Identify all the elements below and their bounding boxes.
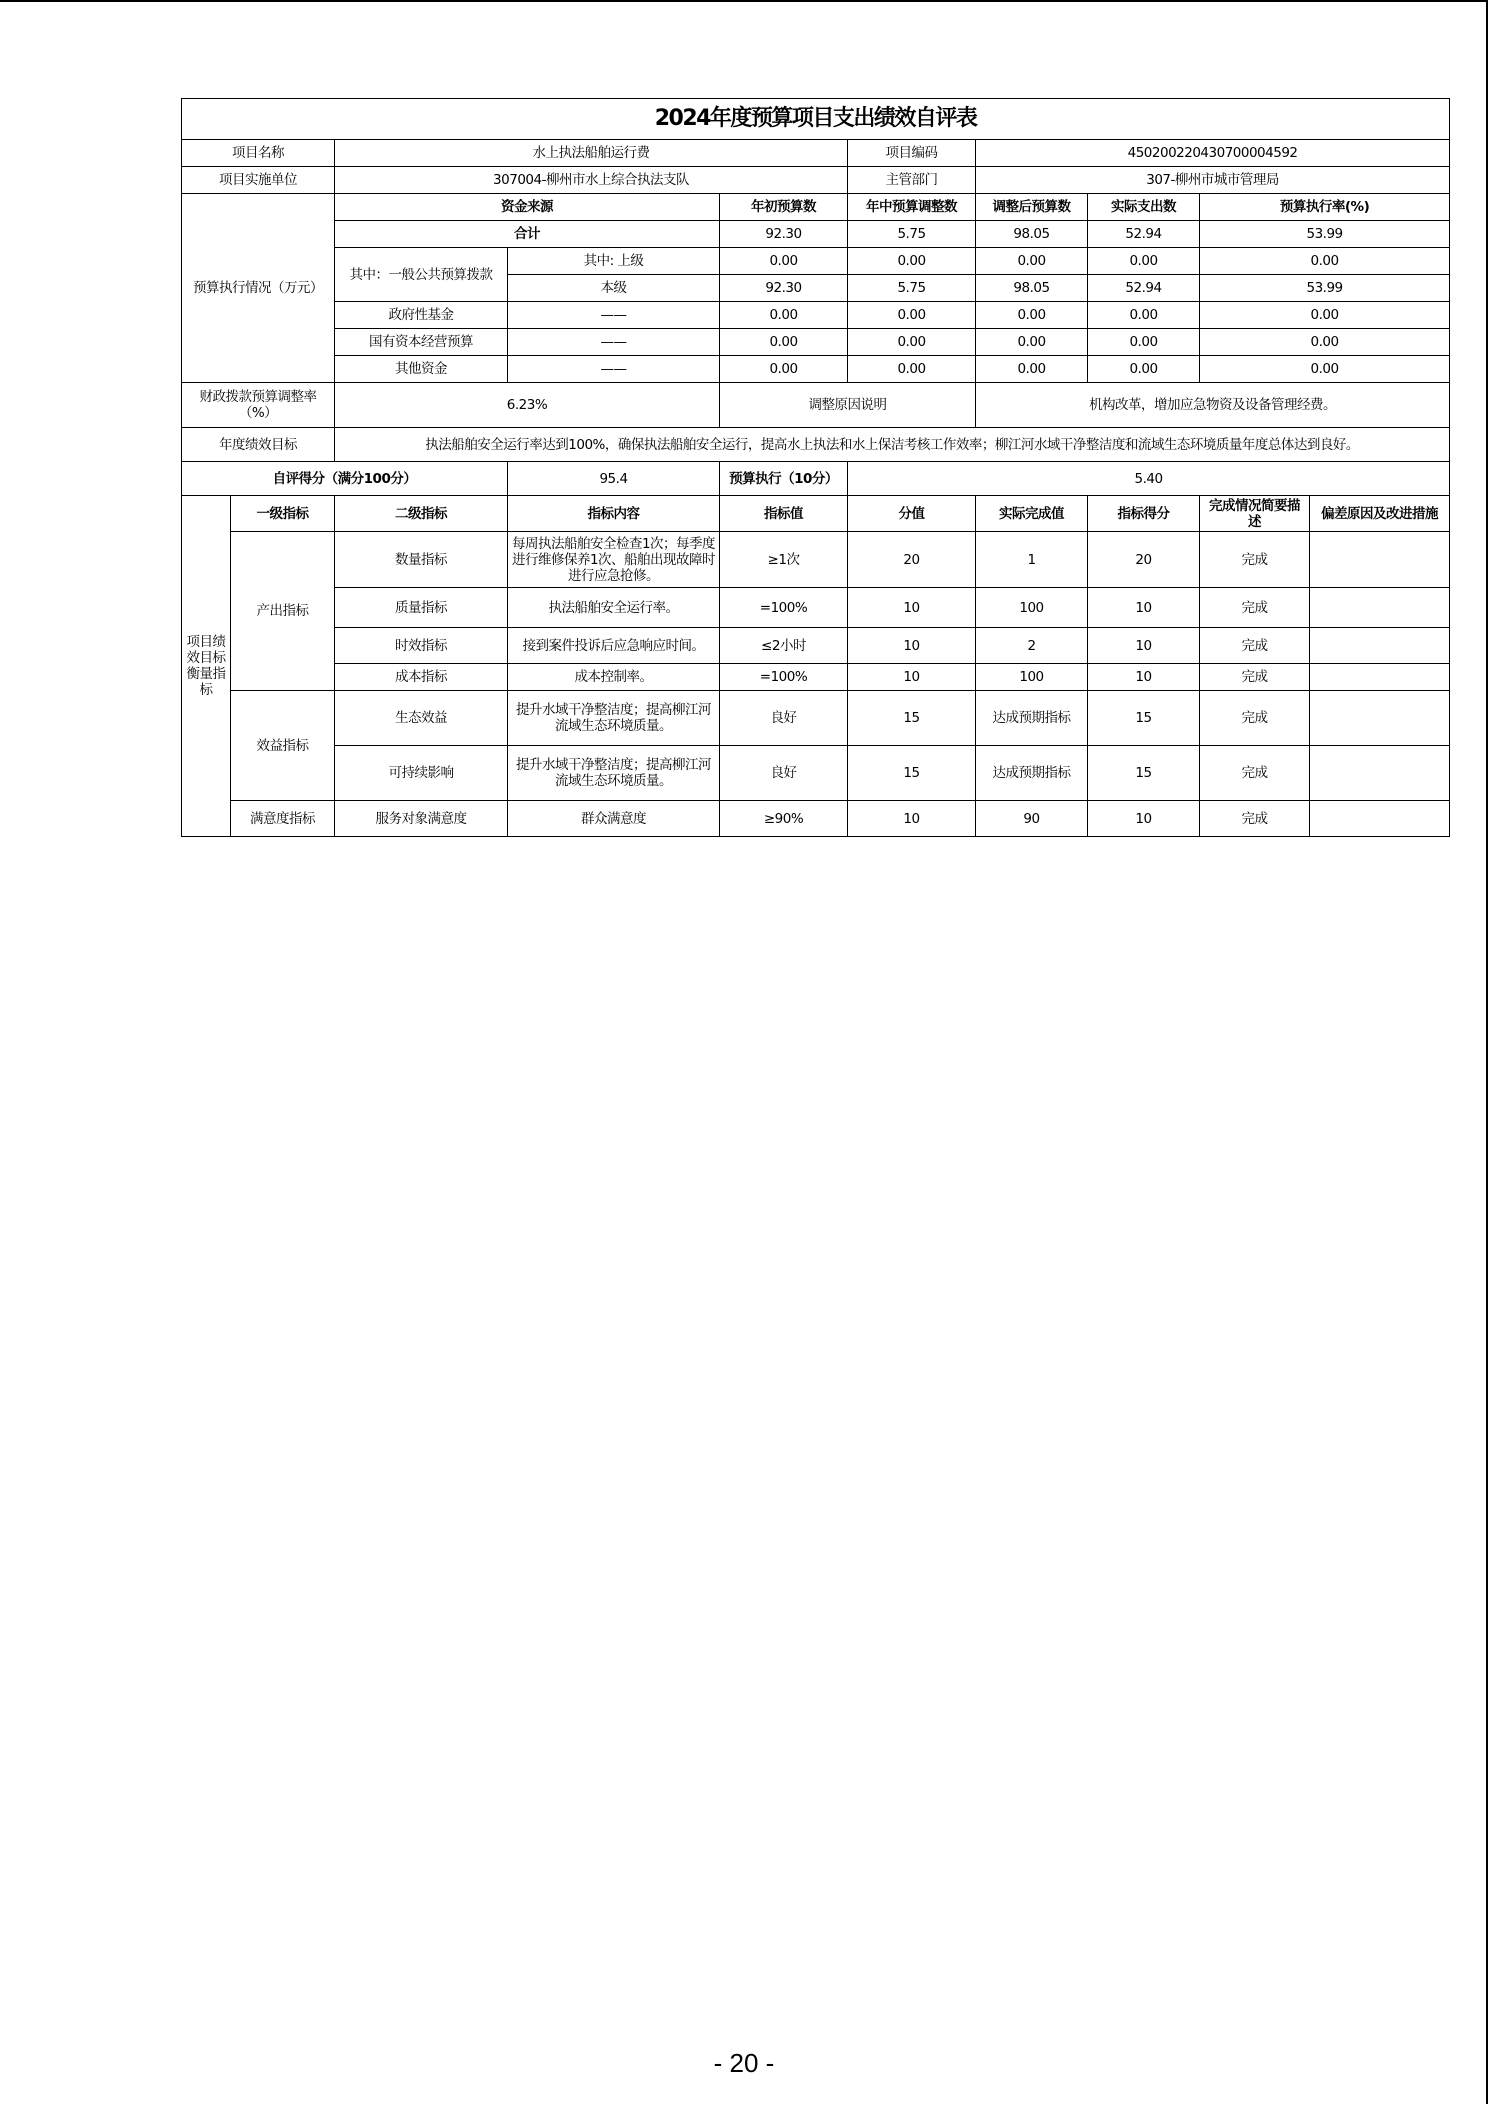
header-exec-rate: 预算执行率(%) bbox=[1200, 194, 1450, 221]
description-cell: 完成 bbox=[1200, 628, 1310, 664]
gov-fund-adjusted: 0.00 bbox=[976, 302, 1088, 329]
upper-rate: 0.00 bbox=[1200, 248, 1450, 275]
target-cell: ≥90% bbox=[720, 801, 848, 837]
score-cell: 10 bbox=[1088, 588, 1200, 628]
description-cell: 完成 bbox=[1200, 746, 1310, 801]
upper-level-label: 其中: 上级 bbox=[508, 248, 720, 275]
adjust-reason-label: 调整原因说明 bbox=[720, 383, 976, 428]
level1-benefit: 效益指标 bbox=[231, 691, 335, 801]
total-midyear: 5.75 bbox=[848, 221, 976, 248]
score-cell: 10 bbox=[1088, 628, 1200, 664]
total-actual: 52.94 bbox=[1088, 221, 1200, 248]
points-cell: 15 bbox=[848, 746, 976, 801]
state-capital-dash: —— bbox=[508, 329, 720, 356]
other-funds-midyear: 0.00 bbox=[848, 356, 976, 383]
project-name-value: 水上执法船舶运行费 bbox=[335, 140, 848, 167]
level2-cell: 服务对象满意度 bbox=[335, 801, 508, 837]
description-cell: 完成 bbox=[1200, 532, 1310, 588]
deviation-cell bbox=[1310, 588, 1450, 628]
local-rate: 53.99 bbox=[1200, 275, 1450, 302]
local-adjusted: 98.05 bbox=[976, 275, 1088, 302]
local-initial: 92.30 bbox=[720, 275, 848, 302]
level1-satisfaction: 满意度指标 bbox=[231, 801, 335, 837]
total-rate: 53.99 bbox=[1200, 221, 1450, 248]
header-level1: 一级指标 bbox=[231, 496, 335, 532]
page-top-border bbox=[0, 0, 1488, 2]
content-cell: 提升水域干净整洁度；提高柳江河流域生态环境质量。 bbox=[508, 691, 720, 746]
department-value: 307-柳州市城市管理局 bbox=[976, 167, 1450, 194]
actual-cell: 100 bbox=[976, 588, 1088, 628]
deviation-cell bbox=[1310, 628, 1450, 664]
header-actual: 实际完成值 bbox=[976, 496, 1088, 532]
upper-actual: 0.00 bbox=[1088, 248, 1200, 275]
points-cell: 15 bbox=[848, 691, 976, 746]
deviation-cell bbox=[1310, 801, 1450, 837]
header-target: 指标值 bbox=[720, 496, 848, 532]
state-capital-midyear: 0.00 bbox=[848, 329, 976, 356]
project-name-label: 项目名称 bbox=[182, 140, 335, 167]
score-cell: 20 bbox=[1088, 532, 1200, 588]
actual-cell: 达成预期指标 bbox=[976, 691, 1088, 746]
header-actual-spend: 实际支出数 bbox=[1088, 194, 1200, 221]
points-cell: 10 bbox=[848, 801, 976, 837]
other-funds-label: 其他资金 bbox=[335, 356, 508, 383]
gov-fund-dash: —— bbox=[508, 302, 720, 329]
upper-adjusted: 0.00 bbox=[976, 248, 1088, 275]
target-cell: 良好 bbox=[720, 691, 848, 746]
total-initial: 92.30 bbox=[720, 221, 848, 248]
gov-fund-actual: 0.00 bbox=[1088, 302, 1200, 329]
other-funds-initial: 0.00 bbox=[720, 356, 848, 383]
department-label: 主管部门 bbox=[848, 167, 976, 194]
deviation-cell bbox=[1310, 532, 1450, 588]
total-adjusted: 98.05 bbox=[976, 221, 1088, 248]
state-capital-rate: 0.00 bbox=[1200, 329, 1450, 356]
actual-cell: 100 bbox=[976, 664, 1088, 691]
target-cell: 良好 bbox=[720, 746, 848, 801]
score-cell: 15 bbox=[1088, 746, 1200, 801]
adjust-rate-value: 6.23% bbox=[335, 383, 720, 428]
adjust-reason-value: 机构改革，增加应急物资及设备管理经费。 bbox=[976, 383, 1450, 428]
target-cell: ≥1次 bbox=[720, 532, 848, 588]
header-adjusted-budget: 调整后预算数 bbox=[976, 194, 1088, 221]
total-label: 合计 bbox=[335, 221, 720, 248]
score-cell: 10 bbox=[1088, 801, 1200, 837]
header-description: 完成情况简要描述 bbox=[1200, 496, 1310, 532]
other-funds-dash: —— bbox=[508, 356, 720, 383]
level1-output: 产出指标 bbox=[231, 532, 335, 691]
header-score: 指标得分 bbox=[1088, 496, 1200, 532]
content-cell: 接到案件投诉后应急响应时间。 bbox=[508, 628, 720, 664]
state-capital-initial: 0.00 bbox=[720, 329, 848, 356]
description-cell: 完成 bbox=[1200, 691, 1310, 746]
other-funds-actual: 0.00 bbox=[1088, 356, 1200, 383]
actual-cell: 90 bbox=[976, 801, 1088, 837]
content-cell: 群众满意度 bbox=[508, 801, 720, 837]
performance-evaluation-table bbox=[181, 98, 1450, 837]
budget-exec-score-value: 5.40 bbox=[848, 462, 1450, 496]
self-score-value: 95.4 bbox=[508, 462, 720, 496]
points-cell: 10 bbox=[848, 628, 976, 664]
header-deviation: 偏差原因及改进措施 bbox=[1310, 496, 1450, 532]
gov-fund-midyear: 0.00 bbox=[848, 302, 976, 329]
annual-goal-label: 年度绩效目标 bbox=[182, 428, 335, 462]
page-number: - 20 - bbox=[713, 2048, 775, 2078]
target-cell: =100% bbox=[720, 588, 848, 628]
budget-exec-score-label: 预算执行（10分） bbox=[720, 462, 848, 496]
description-cell: 完成 bbox=[1200, 588, 1310, 628]
actual-cell: 1 bbox=[976, 532, 1088, 588]
table-title: 2024年度预算项目支出绩效自评表 bbox=[182, 99, 1450, 140]
local-level-label: 本级 bbox=[508, 275, 720, 302]
implementing-unit-label: 项目实施单位 bbox=[182, 167, 335, 194]
deviation-cell bbox=[1310, 664, 1450, 691]
header-level2: 二级指标 bbox=[335, 496, 508, 532]
gov-fund-initial: 0.00 bbox=[720, 302, 848, 329]
other-funds-adjusted: 0.00 bbox=[976, 356, 1088, 383]
upper-initial: 0.00 bbox=[720, 248, 848, 275]
content-cell: 每周执法船舶安全检查1次；每季度进行维修保养1次、船舶出现故障时进行应急抢修。 bbox=[508, 532, 720, 588]
upper-midyear: 0.00 bbox=[848, 248, 976, 275]
state-capital-adjusted: 0.00 bbox=[976, 329, 1088, 356]
level2-cell: 成本指标 bbox=[335, 664, 508, 691]
header-content: 指标内容 bbox=[508, 496, 720, 532]
adjust-rate-label: 财政拨款预算调整率（%） bbox=[182, 383, 335, 428]
header-points: 分值 bbox=[848, 496, 976, 532]
indicator-side-label: 项目绩效目标衡量指标 bbox=[182, 496, 231, 837]
state-capital-actual: 0.00 bbox=[1088, 329, 1200, 356]
deviation-cell bbox=[1310, 691, 1450, 746]
target-cell: ≤2小时 bbox=[720, 628, 848, 664]
state-capital-label: 国有资本经营预算 bbox=[335, 329, 508, 356]
header-fund-source: 资金来源 bbox=[335, 194, 720, 221]
level2-cell: 可持续影响 bbox=[335, 746, 508, 801]
self-score-label: 自评得分（满分100分） bbox=[182, 462, 508, 496]
description-cell: 完成 bbox=[1200, 801, 1310, 837]
target-cell: =100% bbox=[720, 664, 848, 691]
content-cell: 提升水域干净整洁度；提高柳江河流域生态环境质量。 bbox=[508, 746, 720, 801]
actual-cell: 达成预期指标 bbox=[976, 746, 1088, 801]
gov-fund-rate: 0.00 bbox=[1200, 302, 1450, 329]
deviation-cell bbox=[1310, 746, 1450, 801]
general-budget-label: 其中：一般公共预算拨款 bbox=[335, 248, 508, 302]
implementing-unit-value: 307004-柳州市水上综合执法支队 bbox=[335, 167, 848, 194]
header-midyear-adjust: 年中预算调整数 bbox=[848, 194, 976, 221]
level2-cell: 数量指标 bbox=[335, 532, 508, 588]
score-cell: 10 bbox=[1088, 664, 1200, 691]
points-cell: 20 bbox=[848, 532, 976, 588]
level2-cell: 质量指标 bbox=[335, 588, 508, 628]
content-cell: 成本控制率。 bbox=[508, 664, 720, 691]
actual-cell: 2 bbox=[976, 628, 1088, 664]
budget-section-label: 预算执行情况（万元） bbox=[182, 194, 335, 383]
points-cell: 10 bbox=[848, 588, 976, 628]
annual-goal-text: 执法船舶安全运行率达到100%，确保执法船舶安全运行，提高水上执法和水上保洁考核工作效率；柳江河水域干净整洁度和流域生态环境质量年度总体达到良好。 bbox=[335, 428, 1450, 462]
points-cell: 10 bbox=[848, 664, 976, 691]
content-cell: 执法船舶安全运行率。 bbox=[508, 588, 720, 628]
level2-cell: 时效指标 bbox=[335, 628, 508, 664]
score-cell: 15 bbox=[1088, 691, 1200, 746]
header-initial-budget: 年初预算数 bbox=[720, 194, 848, 221]
project-code-value: 450200220430700004592 bbox=[976, 140, 1450, 167]
other-funds-rate: 0.00 bbox=[1200, 356, 1450, 383]
local-midyear: 5.75 bbox=[848, 275, 976, 302]
description-cell: 完成 bbox=[1200, 664, 1310, 691]
project-code-label: 项目编码 bbox=[848, 140, 976, 167]
local-actual: 52.94 bbox=[1088, 275, 1200, 302]
gov-fund-label: 政府性基金 bbox=[335, 302, 508, 329]
level2-cell: 生态效益 bbox=[335, 691, 508, 746]
